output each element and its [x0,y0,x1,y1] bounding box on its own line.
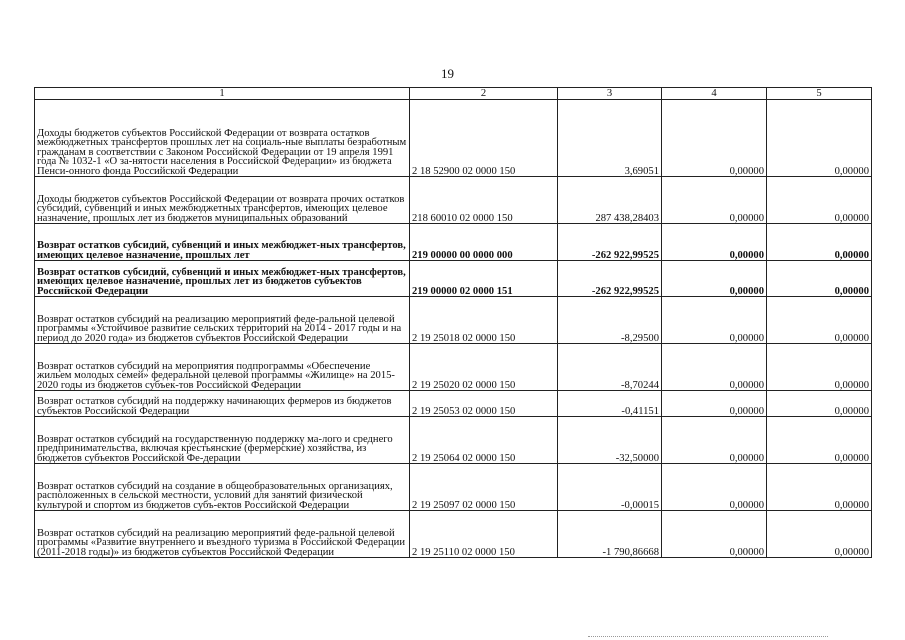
table-row [35,391,872,417]
row-value-col5: 0,00000 [767,177,872,224]
table-row [35,297,872,344]
row-budget-code: 2 19 25064 02 0000 150 [410,417,558,464]
row-value-col3: -8,29500 [558,297,662,344]
row-value-col3: -0,41151 [558,391,662,417]
row-value-col3: -8,70244 [558,344,662,391]
table-row [35,344,872,391]
table-row [35,177,872,224]
row-value-col4: 0,00000 [662,100,767,177]
row-value-col4: 0,00000 [662,511,767,558]
row-description: Возврат остатков субсидий, субвенций и иных межбюджет-ных трансфертов, имеющих целевое назначение, прошлых лет из бюджетов субъектов Российской Федерации [35,261,410,297]
row-description: Возврат остатков субсидий на поддержку начинающих фермеров из бюджетов субъектов Российской Федерации [35,391,410,417]
table-row-total [35,261,872,297]
row-value-col4: 0,00000 [662,417,767,464]
row-value-col5: 0,00000 [767,224,872,261]
table-row [35,511,872,558]
header-col-3: 3 [558,88,662,100]
table-row [35,464,872,511]
row-value-col5: 0,00000 [767,417,872,464]
table-row [35,417,872,464]
row-description: Возврат остатков субсидий на государственную поддержку ма-лого и среднего предпринимательства, включая крестьянские (фермерские) хозяйства, из бюджетов субъектов Российской Фе-дерации [35,417,410,464]
row-budget-code: 2 19 25053 02 0000 150 [410,391,558,417]
row-value-col3: -0,00015 [558,464,662,511]
header-col-4: 4 [662,88,767,100]
row-value-col5: 0,00000 [767,464,872,511]
row-budget-code: 2 18 52900 02 0000 150 [410,100,558,177]
row-value-col5: 0,00000 [767,297,872,344]
row-description: Возврат остатков субсидий на реализацию мероприятий феде-ральной целевой программы «Устойчивое развитие сельских территорий на 2014 - 2017 годы и на период до 2020 года» из бюджетов субъектов Российской Федерации [35,297,410,344]
scan-footer-marks [588,636,828,638]
header-col-2: 2 [410,88,558,100]
row-budget-code: 218 60010 02 0000 150 [410,177,558,224]
row-budget-code: 2 19 25110 02 0000 150 [410,511,558,558]
row-value-col4: 0,00000 [662,464,767,511]
row-value-col5: 0,00000 [767,261,872,297]
table-row [35,100,872,177]
row-description: Возврат остатков субсидий на реализацию мероприятий феде-ральной целевой программы «Развитие внутреннего и въездного туризма в Российской Федерации (2011-2018 годы)» из бюджетов субъектов Российской Федерации [35,511,410,558]
table-row-total [35,224,872,261]
row-value-col4: 0,00000 [662,177,767,224]
row-value-col4: 0,00000 [662,261,767,297]
row-budget-code: 219 00000 00 0000 000 [410,224,558,261]
row-value-col5: 0,00000 [767,391,872,417]
row-value-col4: 0,00000 [662,224,767,261]
row-description: Возврат остатков субсидий на создание в общеобразовательных организациях, расположенных в сельской местности, условий для занятий физической культурой и спортом из бюджетов субъ-ектов Российской Федерации [35,464,410,511]
budget-table [34,87,872,558]
page-number: 19 [441,66,454,81]
row-description: Возврат остатков субсидий на мероприятия подпрограммы «Обеспечение жильем молодых семей» федеральной целевой программы «Жилище» на 2015-2020 годы из бюджетов субъек-тов Российской Федерации [35,344,410,391]
row-value-col5: 0,00000 [767,344,872,391]
row-value-col3: -262 922,99525 [558,261,662,297]
row-value-col3: 3,69051 [558,100,662,177]
row-value-col3: -32,50000 [558,417,662,464]
row-value-col4: 0,00000 [662,297,767,344]
header-col-5: 5 [767,88,872,100]
row-budget-code: 2 19 25018 02 0000 150 [410,297,558,344]
row-budget-code: 219 00000 02 0000 151 [410,261,558,297]
row-value-col5: 0,00000 [767,100,872,177]
row-value-col3: 287 438,28403 [558,177,662,224]
row-description: Доходы бюджетов субъектов Российской Федерации от возврата прочих остатков субсидий, субвенций и иных межбюджетных трансфертов, имеющих целевое назначение, прошлых лет из бюджетов муниципальных образований [35,177,410,224]
row-value-col4: 0,00000 [662,391,767,417]
row-description: Доходы бюджетов субъектов Российской Федерации от возврата остатков межбюджетных трансфертов прошлых лет на социаль-ные выплаты безработным гражданам в соответствии с Законом Российской Федерации от 19 апреля 1991 года № 1032-1 «О за-нятости населения в Российской Федерации» из бюджета Пенси-онного фонда Российской Федерации [35,100,410,177]
row-value-col3: -262 922,99525 [558,224,662,261]
row-description: Возврат остатков субсидий, субвенций и иных межбюджет-ных трансфертов, имеющих целевое назначение, прошлых лет [35,224,410,261]
row-value-col4: 0,00000 [662,344,767,391]
header-col-1: 1 [35,88,410,100]
header-row [35,88,872,100]
row-budget-code: 2 19 25020 02 0000 150 [410,344,558,391]
row-budget-code: 2 19 25097 02 0000 150 [410,464,558,511]
row-value-col3: -1 790,86668 [558,511,662,558]
row-value-col5: 0,00000 [767,511,872,558]
